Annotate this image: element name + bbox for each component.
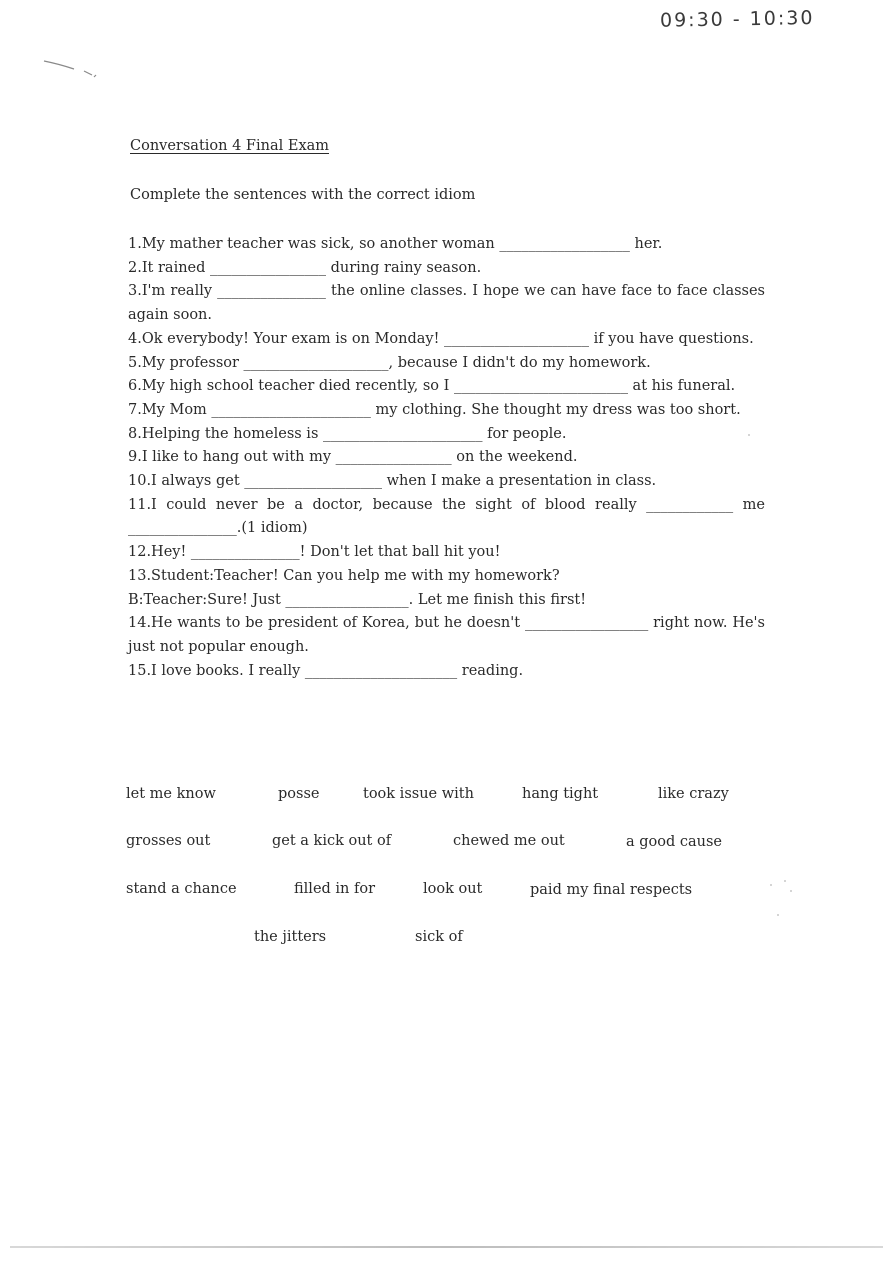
pencil-mark-icon	[40, 55, 110, 85]
word-bank-item: stand a chance	[126, 881, 237, 897]
question-5: 5.My professor ____________________, because I didn't do my homework.	[128, 354, 651, 371]
scan-speck	[784, 880, 786, 882]
question-11: 11.I could never be a doctor, because the sight of blood really ____________ me _______________.(1 idiom)	[128, 496, 765, 537]
scan-edge-line	[10, 1246, 883, 1248]
word-bank-item: the jitters	[254, 929, 327, 945]
word-bank-item: paid my final respects	[530, 882, 693, 898]
question-3: 3.I'm really _______________ the online classes. I hope we can have face to face classes again soon.	[128, 283, 765, 324]
scan-speck	[790, 890, 792, 892]
word-bank-item: sick of	[415, 929, 463, 945]
scan-speck	[748, 434, 750, 436]
question-1: 1.My mather teacher was sick, so another woman __________________ her.	[128, 236, 663, 252]
question-13: 13.Student:Teacher! Can you help me with my homework?	[128, 567, 560, 584]
instructions: Complete the sentences with the correct idiom	[130, 187, 476, 203]
scan-speck	[777, 914, 779, 916]
page-title: Conversation 4 Final Exam	[130, 138, 330, 154]
question-2: 2.It rained ________________ during rainy season.	[128, 259, 482, 276]
question-9: 9.I like to hang out with my ________________ on the weekend.	[128, 449, 578, 466]
question-8: 8.Helping the homeless is ______________________ for people.	[128, 425, 567, 442]
question-13-reply: B:Teacher:Sure! Just _________________. Let me finish this first!	[128, 591, 587, 608]
word-bank-item: filled in for	[294, 881, 376, 897]
question-12: 12.Hey! _______________! Don't let that ball hit you!	[128, 544, 501, 561]
word-bank-item: get a kick out of	[272, 833, 392, 849]
scan-speck	[770, 884, 772, 886]
question-6: 6.My high school teacher died recently, so I ________________________ at his funeral.	[128, 378, 736, 395]
question-14: 14.He wants to be president of Korea, but he doesn't _________________ right now. He's just not popular enough.	[128, 615, 765, 655]
handwritten-time-note: 09:30 - 10:30	[659, 7, 815, 32]
word-bank-item: hang tight	[522, 786, 599, 802]
word-bank-item: like crazy	[658, 786, 729, 802]
word-bank-item: took issue with	[363, 786, 474, 802]
question-7: 7.My Mom ______________________ my clothing. She thought my dress was too short.	[128, 401, 741, 418]
question-4: 4.Ok everybody! Your exam is on Monday! ____________________ if you have questions.	[128, 330, 754, 347]
question-15: 15.I love books. I really _____________________ reading.	[128, 662, 524, 679]
word-bank-item: look out	[423, 881, 483, 897]
word-bank-item: let me know	[126, 786, 216, 802]
word-bank-item: grosses out	[126, 833, 211, 849]
question-list	[128, 233, 765, 683]
word-bank-item: posse	[278, 786, 320, 802]
question-10: 10.I always get ___________________ when I make a presentation in class.	[128, 473, 657, 490]
word-bank-item: chewed me out	[453, 833, 565, 849]
word-bank-item: a good cause	[626, 834, 723, 850]
